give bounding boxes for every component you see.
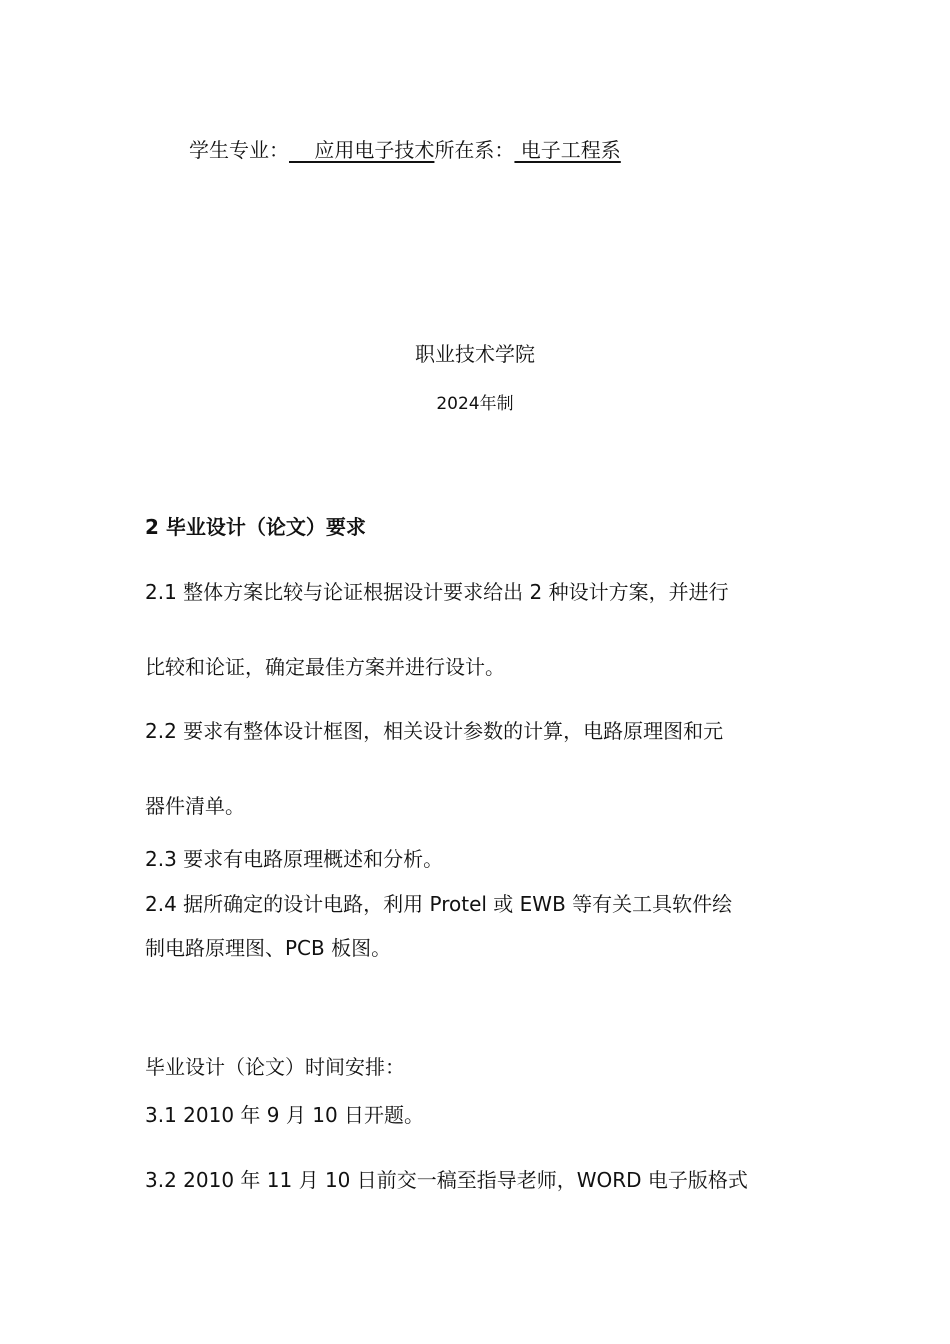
major-label: 学生专业： <box>189 138 289 162</box>
item-3-1: 3.1 2010 年 9 月 10 日开题。 <box>145 1103 425 1127</box>
department-label: 所在系： <box>434 138 515 162</box>
institution-name: 职业技术学院 <box>415 342 535 366</box>
department-value: 电子工程系 <box>514 138 621 162</box>
item-2-1-line-1: 2.1 整体方案比较与论证根据设计要求给出 2 种设计方案，并进行 <box>145 580 729 604</box>
schedule-heading: 毕业设计（论文）时间安排： <box>145 1055 405 1079</box>
item-2-2-line-2: 器件清单。 <box>145 794 245 818</box>
item-2-3: 2.3 要求有电路原理概述和分析。 <box>145 847 444 871</box>
student-info-line <box>189 136 621 164</box>
item-3-2: 3.2 2010 年 11 月 10 日前交一稿至指导老师，WORD 电子版格式 <box>145 1168 748 1192</box>
item-2-4-line-2: 制电路原理图、PCB 板图。 <box>145 936 392 960</box>
item-2-4-line-1: 2.4 据所确定的设计电路，利用 Protel 或 EWB 等有关工具软件绘 <box>145 892 733 916</box>
year-made: 2024年制 <box>436 394 514 414</box>
item-2-2-line-1: 2.2 要求有整体设计框图，相关设计参数的计算，电路原理图和元 <box>145 719 724 743</box>
major-value: 应用电子技术 <box>289 138 435 162</box>
section-2-heading: 2 毕业设计（论文）要求 <box>145 515 366 539</box>
item-2-1-line-2: 比较和论证，确定最佳方案并进行设计。 <box>145 655 505 679</box>
